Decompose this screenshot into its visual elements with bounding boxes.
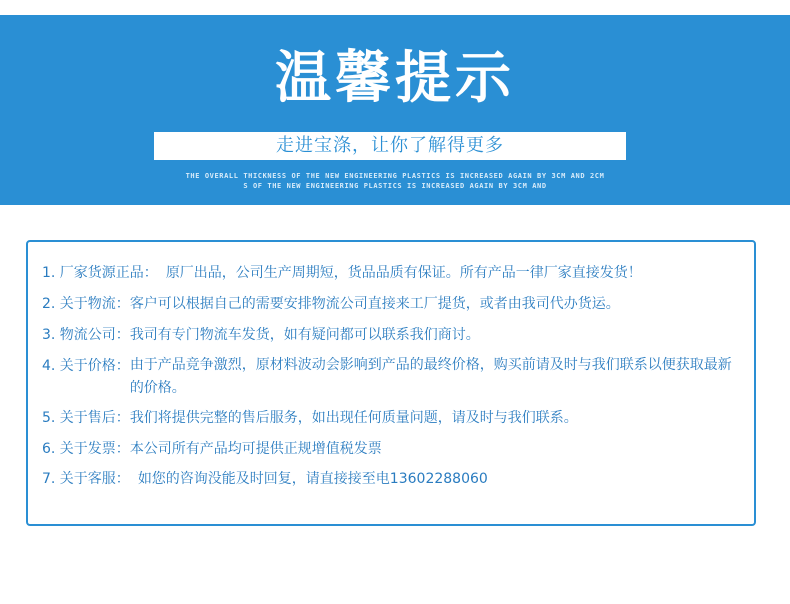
info-item-6: [42, 439, 742, 459]
info-item-label: 5. 关于售后：: [42, 410, 130, 426]
info-item-label: 6. 关于发票：: [42, 441, 130, 457]
english-line-1: THE OVERALL THICKNESS OF THE NEW ENGINEERING PLASTICS IS INCREASED AGAIN BY 3CM AND 2CM: [185, 172, 605, 180]
info-item-5: [42, 408, 742, 428]
info-item-label: 3. 物流公司：: [42, 327, 130, 343]
info-item-text: 我司有专门物流车发货，如有疑问都可以联系我们商讨。: [129, 327, 480, 343]
info-item-7: [42, 469, 742, 489]
subtitle-box: 走进宝涤，让你了解得更多: [154, 132, 626, 160]
info-item-label: 4. 关于价格：: [42, 358, 130, 374]
info-item-3: [42, 325, 742, 345]
english-line-2: S OF THE NEW ENGINEERING PLASTICS IS INCREASED AGAIN BY 3CM AND: [243, 182, 547, 190]
info-item-text: 原厂出品，公司生产周期短，货品品质有保证。所有产品一律厂家直接发货！: [165, 265, 642, 281]
info-item-label: 1. 厂家货源正品：: [42, 265, 158, 281]
info-item-4: [42, 356, 742, 400]
header-banner: [0, 15, 790, 205]
info-item-2: [42, 294, 742, 314]
info-item-text: 如您的咨询没能及时回复，请直接接至电13602288060: [137, 471, 488, 487]
info-item-label: 2. 关于物流：: [42, 296, 130, 312]
info-item-text: 我们将提供完整的售后服务，如出现任何质量问题，请及时与我们联系。: [129, 410, 578, 426]
info-box: [26, 240, 756, 526]
info-item-1: [42, 263, 742, 283]
page-title: 温馨提示: [275, 46, 515, 111]
english-caption: [120, 171, 670, 191]
info-item-text: 本公司所有产品均可提供正规增值税发票: [129, 441, 382, 457]
info-item-label: 7. 关于客服：: [42, 471, 130, 487]
info-item-text: 由于产品竞争激烈，原材料波动会影响到产品的最终价格，购买前请及时与我们联系以便获取最新的价格。: [129, 357, 732, 396]
info-item-text: 客户可以根据自己的需要安排物流公司直接来工厂提货，或者由我司代办货运。: [129, 296, 620, 312]
